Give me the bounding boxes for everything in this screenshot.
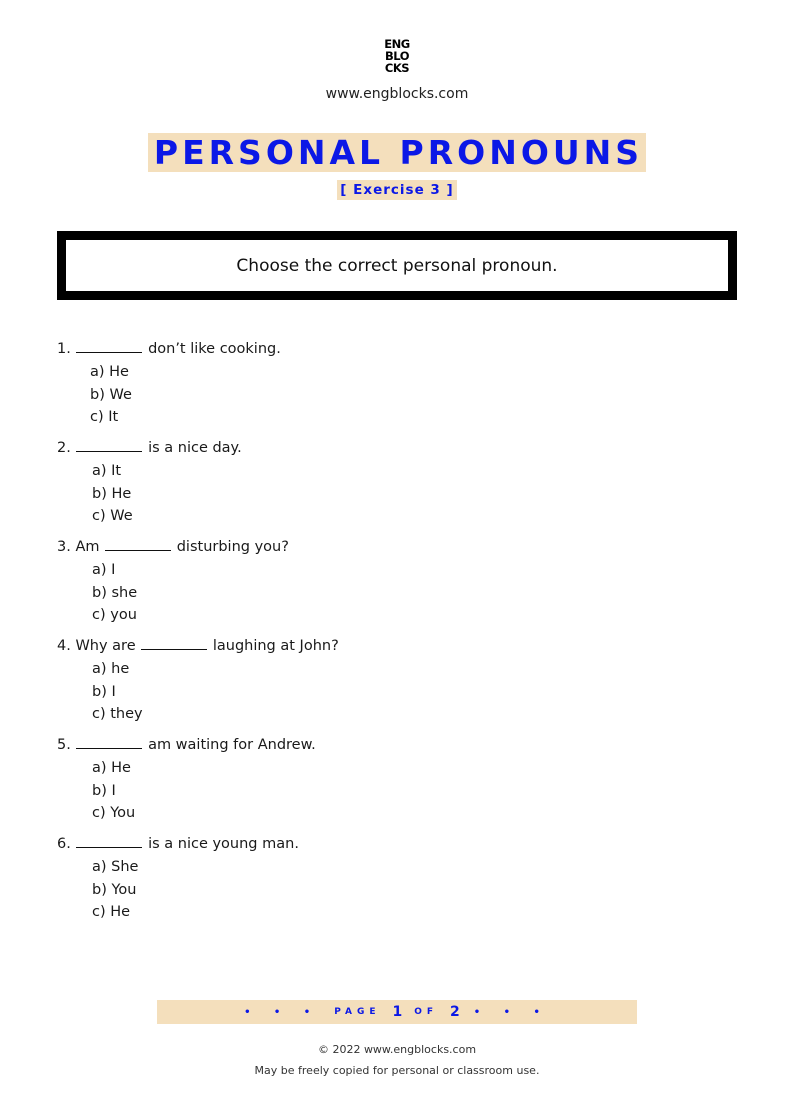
decorative-dots: • • • — [473, 1006, 550, 1018]
answer-option[interactable]: c) We — [92, 508, 133, 524]
answer-blank[interactable] — [76, 833, 142, 848]
copyright-notice: © 2022 www.engblocks.com — [317, 1043, 477, 1056]
answer-option[interactable]: b) she — [92, 584, 138, 601]
logo-line: ENG — [384, 37, 410, 51]
question-number: 4. — [57, 638, 71, 654]
question-list — [57, 338, 737, 932]
question-text-before: Am — [75, 539, 100, 555]
question-item — [57, 536, 737, 635]
answer-blank[interactable] — [76, 734, 142, 749]
question-text-after: disturbing you? — [176, 539, 289, 555]
exercise-subtitle: [ Exercise 3 ] — [337, 180, 456, 200]
question-text-after: is a nice day. — [148, 440, 242, 456]
answer-option[interactable]: b) I — [92, 683, 116, 700]
question-item — [57, 437, 737, 536]
answer-option[interactable]: c) You — [92, 805, 136, 821]
question-number: 1. — [57, 341, 71, 357]
question-number: 2. — [57, 440, 71, 456]
answer-option[interactable]: a) He — [90, 364, 129, 380]
question-item — [57, 734, 737, 833]
answer-option[interactable]: a) I — [92, 562, 116, 578]
question-text-before: Why are — [75, 638, 136, 654]
page-indicator — [157, 1000, 637, 1024]
answer-option[interactable]: a) It — [92, 463, 122, 479]
answer-option[interactable]: c) they — [92, 706, 143, 722]
logo-line: CKS — [384, 61, 410, 75]
question-number: 3. — [57, 539, 71, 555]
answer-option[interactable]: c) He — [92, 904, 131, 920]
of-word: OF — [414, 1007, 439, 1017]
answer-option[interactable]: a) he — [92, 661, 130, 677]
question-number: 6. — [57, 836, 71, 852]
question-prompt — [57, 338, 737, 359]
usage-notice: May be freely copied for personal or classroom use. — [254, 1064, 540, 1077]
question-prompt — [57, 734, 737, 755]
current-page-number: 1 — [392, 1004, 403, 1020]
answer-option[interactable]: b) We — [90, 386, 132, 403]
question-item — [57, 635, 737, 734]
site-url: www.engblocks.com — [325, 86, 469, 102]
answer-blank[interactable] — [105, 536, 171, 551]
question-number: 5. — [57, 737, 71, 753]
page-title: PERSONAL PRONOUNS — [148, 133, 646, 172]
answer-blank[interactable] — [76, 338, 142, 353]
answer-option[interactable]: b) He — [92, 485, 132, 502]
question-item — [57, 833, 737, 932]
answer-option[interactable]: a) He — [92, 760, 131, 776]
question-text-after: don’t like cooking. — [148, 341, 281, 357]
page-word: PAGE — [334, 1007, 381, 1017]
answer-blank[interactable] — [76, 437, 142, 452]
answer-option[interactable]: b) I — [92, 782, 116, 799]
decorative-dots: • • • — [244, 1006, 321, 1018]
question-item — [57, 338, 737, 437]
total-page-number: 2 — [450, 1004, 460, 1020]
answer-option[interactable]: a) She — [92, 859, 139, 875]
question-prompt — [57, 833, 737, 854]
question-prompt — [57, 635, 737, 656]
logo-line: BLO — [385, 49, 409, 63]
answer-option[interactable]: c) It — [90, 409, 119, 425]
question-prompt — [57, 437, 737, 458]
question-text-after: am waiting for Andrew. — [148, 737, 316, 753]
question-prompt — [57, 536, 737, 557]
instruction-text: Choose the correct personal pronoun. — [236, 255, 558, 276]
instruction-box — [57, 231, 737, 300]
answer-option[interactable]: c) you — [92, 607, 137, 623]
question-text-after: is a nice young man. — [148, 836, 299, 852]
answer-option[interactable]: b) You — [92, 881, 137, 898]
engblocks-logo — [0, 38, 794, 74]
question-text-after: laughing at John? — [212, 638, 339, 654]
answer-blank[interactable] — [141, 635, 207, 650]
